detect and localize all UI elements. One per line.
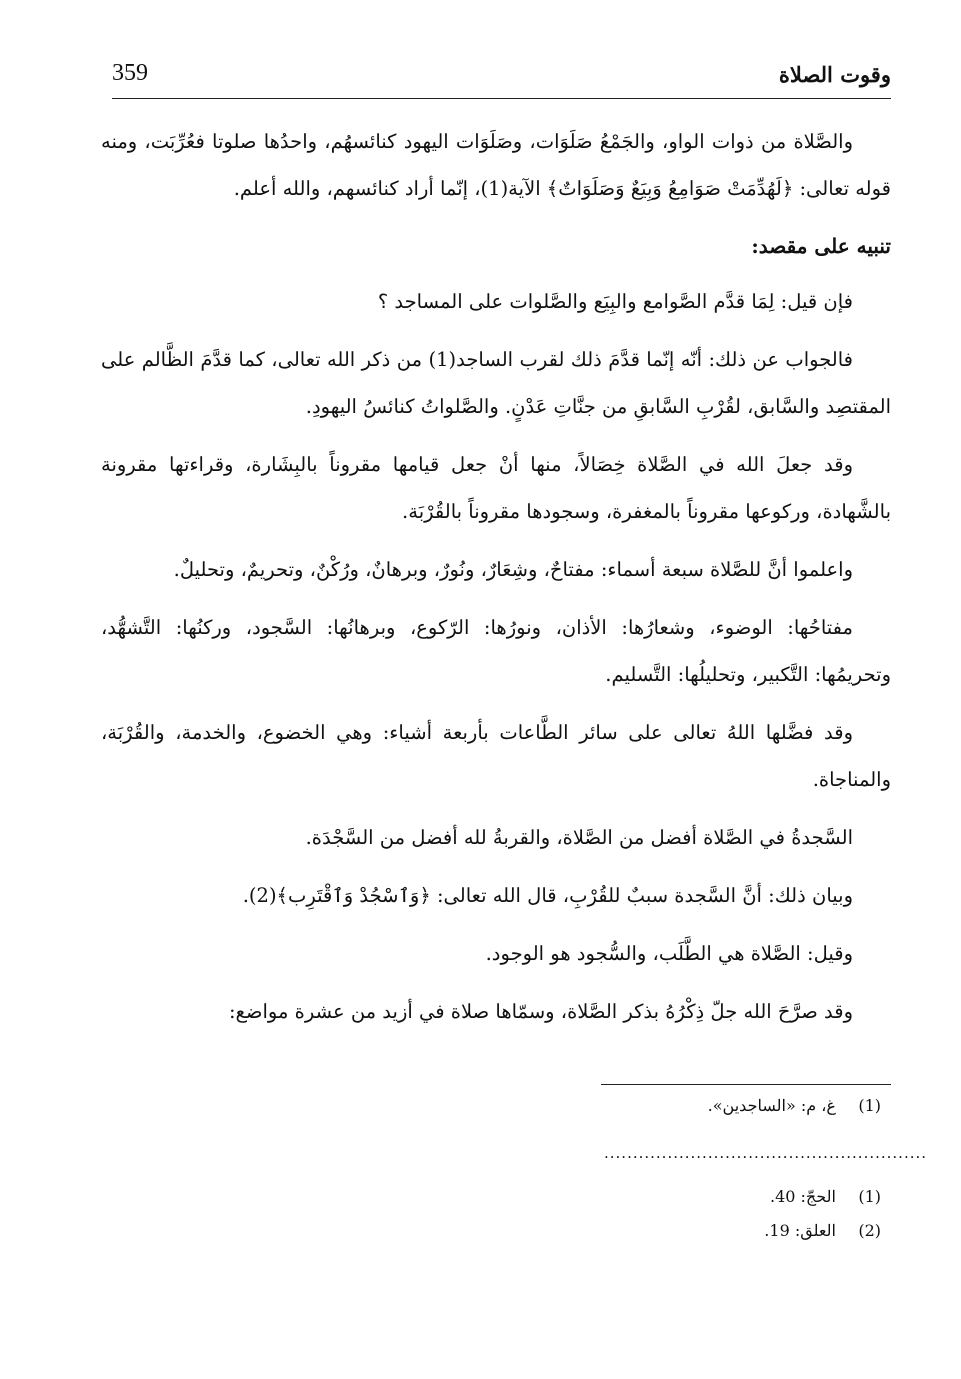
paragraph-7: وقد فضَّلها اللهُ تعالى على سائر الطَّاعات بأربعة أشياء: وهي الخضوع، والخدمة، والقُرْبَة، والمناجاة. <box>101 721 891 791</box>
footnote-number: (1) <box>858 1187 881 1206</box>
footnote-divider <box>601 1084 891 1085</box>
paragraph-4: وقد جعلَ الله في الصَّلاة خِصَالاً، منها أنْ جعل قيامها مقروناً بالبِشَارة، وقراءتها مقرونة بالشَّهادة، وركوعها مقروناً بالمغفرة، وسجودها مقروناً بالقُرْبَة. <box>101 453 891 523</box>
footnote-text: غ، م: «الساجدين». <box>707 1096 836 1115</box>
paragraph-3: فالجواب عن ذلك: أنّه إنّما قدَّمَ ذلك لقرب الساجد(1) من ذكر الله تعالى، كما قدَّمَ الظَّالم على المقتصِد والسَّابق، لقُرْبِ السَّابقِ من جنَّاتِ عَدْنٍ. والصَّلواتُ كنائسُ اليهودِ. <box>101 348 891 418</box>
paragraph-8: السَّجدةُ في الصَّلاة أفضل من الصَّلاة، والقربةُ لله أفضل من السَّجْدَة. <box>305 826 853 849</box>
footnote-number: (2) <box>858 1221 881 1240</box>
section-heading: تنبيه على مقصد: <box>751 234 891 258</box>
paragraph-9: وبيان ذلك: أنَّ السَّجدة سببٌ للقُرْبِ، قال الله تعالى: ﴿وَٱسْجُدْ وَٱقْتَرِب﴾(2). <box>242 884 853 907</box>
page-header <box>112 58 891 99</box>
main-text <box>101 118 891 1046</box>
footnote-text: العلق: 19. <box>764 1221 836 1240</box>
footnote-item <box>708 1096 881 1115</box>
footnotes-quran <box>764 1180 881 1248</box>
paragraph-6: مفتاحُها: الوضوء، وشعارُها: الأذان، ونورُها: الرّكوع، وبرهانُها: السَّجود، وركنُها: التَّشهُّد، وتحريمُها: التَّكبير، وتحليلُها: التَّسليم. <box>101 616 891 686</box>
paragraph-1: والصَّلاة من ذوات الواو، والجَمْعُ صَلَوَات، وصَلَوَات اليهود كنائسهُم، واحدُها صلوتا فعُرِّبَت، ومنه قوله تعالى: ﴿لَهُدِّمَتْ صَوَامِعُ وَبِيَعٌ وَصَلَوَاتٌ﴾ الآية(1)، إنّما أراد كنائسهم، والله أعلم. <box>101 130 891 200</box>
dotted-separator: ........................................................ <box>604 1144 928 1162</box>
paragraph-11: وقد صرَّحَ الله جلّ ذِكْرُهُ بذكر الصَّلاة، وسمّاها صلاة في أزيد من عشرة مواضع: <box>228 1000 853 1023</box>
paragraph-10: وقيل: الصَّلاة هي الطَّلَب، والسُّجود هو الوجود. <box>485 942 853 965</box>
paragraph-2: فإن قيل: لِمَا قدَّم الصَّوامع والبِيَع والصَّلوات على المساجد ؟ <box>377 290 853 313</box>
footnote-number: (1) <box>858 1096 881 1115</box>
footnote-item <box>764 1180 881 1214</box>
footnotes-editor <box>708 1096 881 1115</box>
footnote-item <box>764 1214 881 1248</box>
running-title: وقوت الصلاة <box>778 62 891 87</box>
page-number: 359 <box>112 60 148 86</box>
footnote-text: الحجّ: 40. <box>770 1187 836 1206</box>
paragraph-5: واعلموا أنَّ للصَّلاة سبعة أسماء: مفتاحٌ، وشِعَارٌ، ونُورٌ، وبرهانٌ، ورُكْنٌ، وتحريمٌ، وتحليلٌ. <box>173 558 853 581</box>
